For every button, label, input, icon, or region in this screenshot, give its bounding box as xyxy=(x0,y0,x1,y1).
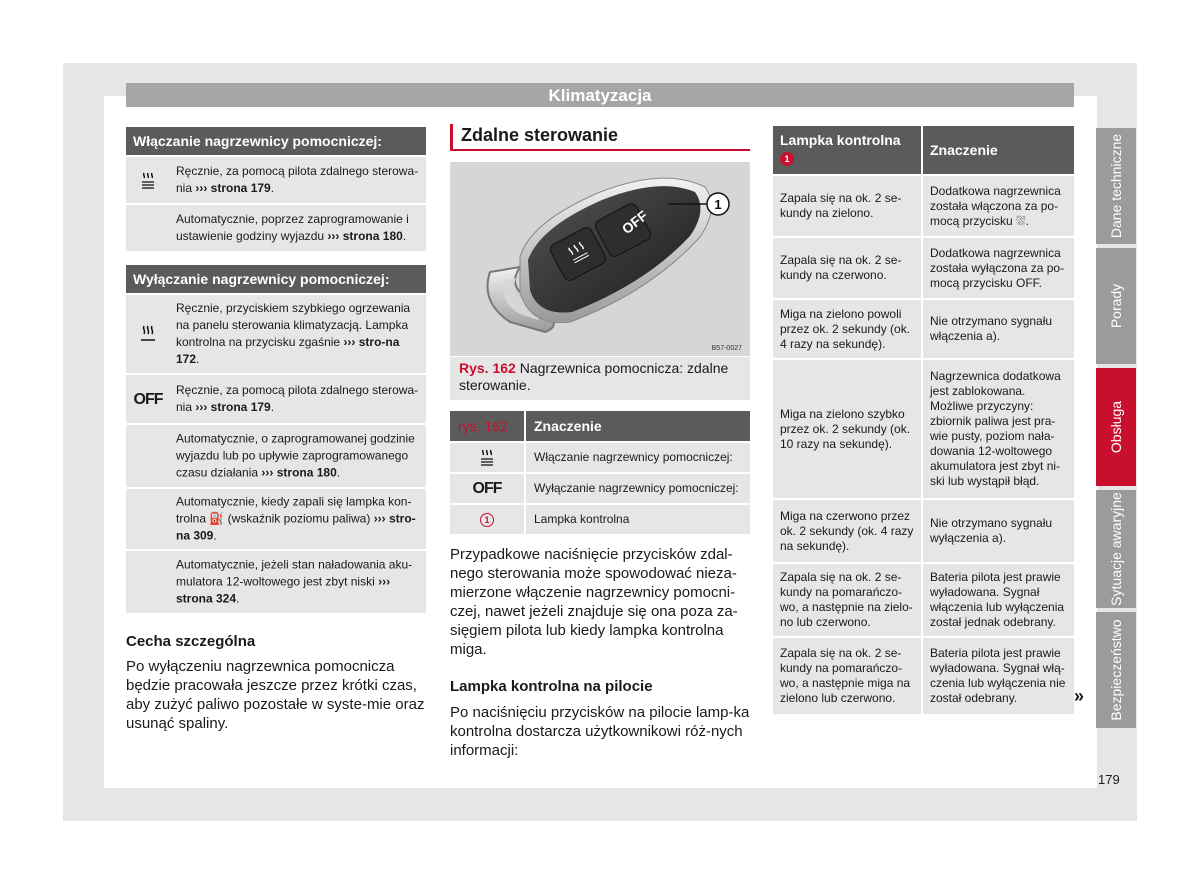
tab-obsluga[interactable]: Obsługa xyxy=(1096,368,1136,486)
on-row-auto: Automatycznie, poprzez zaprogramowanie i ustawienie godziny wyjazdu ››› strona 180. xyxy=(126,205,426,251)
title-rule xyxy=(450,149,750,151)
table-row-right: Nagrzewnica dodatkowa jest zablokowana. Możliwe przyczyny: zbiornik paliwa jest pra-wie pusty, poziom nała-dowania 12-woltowego akumulatora jest zbyt ni-ski lub wystąpił błąd. xyxy=(923,360,1074,498)
svg-text:1: 1 xyxy=(714,197,722,212)
table-row-right: Bateria pilota jest prawie wyładowana. Sygnał włączenia lub wyłączenia został jednak odebrany. xyxy=(923,564,1074,636)
off-row-remote: OFF Ręcznie, za pomocą pilota zdalnego sterowa-nia ››› strona 179. xyxy=(126,375,426,423)
table-row-left: Zapala się na ok. 2 se-kundy na pomarańczo-wo, a następnie miga na zielono lub czerwono. xyxy=(773,638,921,714)
remote-control-figure xyxy=(450,162,750,356)
accidental-press-text: Przypadkowe naciśnięcie przycisków zdal-nego sterowania może spowodować nieza-mierzone włączenie nagrzewnicy pomocni-czej, nawet jeżeli znajduje się ona poza za-sięgiem pilota lub kiedy lampka kontrolna miga. xyxy=(450,546,738,658)
svg-text:OFF: OFF xyxy=(618,207,651,238)
off-section-title: Wyłączanie nagrzewnicy pomocniczej: xyxy=(126,265,426,293)
off-row-battery: Automatycznie, jeżeli stan naładowania aku-mulatora 12-woltowego jest zbyt niski ››› strona 324. xyxy=(126,551,426,613)
heater-icon xyxy=(126,295,170,373)
remote-lamp-title: Lampka kontrolna na pilocie xyxy=(450,678,653,695)
special-feature-text: Po wyłączeniu nagrzewnica pomocnicza będzie pracowała jeszcze przez krótki czas, aby zużyć paliwo pozostałe w syste-mie oraz usunąć spaliny. xyxy=(126,658,425,732)
off-row-button: Ręcznie, przyciskiem szybkiego ogrzewania na panelu sterowania klimatyzacją. Lampka kontrolna na przycisku zgaśnie ››› stro-na 172. xyxy=(126,295,426,373)
figure-caption: Rys. 162 Nagrzewnica pomocnicza: zdalne sterowanie. xyxy=(450,357,750,400)
table-row-right: Nie otrzymano sygnału włączenia a). xyxy=(923,300,1074,358)
off-icon: OFF xyxy=(133,390,163,408)
off-row-fuel: Automatycznie, kiedy zapali się lampka kon-trolna ⛽ (wskaźnik poziomu paliwa) ››› stro-na 309. xyxy=(126,489,426,549)
table-head-ref: rys. 162 xyxy=(450,411,524,441)
table-row-right: Dodatkowa nagrzewnica została wyłączona za po-mocą przycisku OFF. xyxy=(923,238,1074,298)
continued-marker: » xyxy=(1074,686,1085,706)
seat-heat-remote-icon xyxy=(450,443,524,472)
table-row-left: Miga na zielono powoli przez ok. 2 sekundy (ok. 4 razy na sekundę). xyxy=(773,300,921,358)
table-row-left: Zapala się na ok. 2 se-kundy na pomarańczo-wo, a następnie na zielo-no lub czerwono. xyxy=(773,564,921,636)
table-head-meaning: Znaczenie xyxy=(923,126,1074,174)
tab-sytuacje-awaryjne[interactable]: Sytuacje awaryjne xyxy=(1096,490,1136,608)
section-title: Zdalne sterowanie xyxy=(450,124,750,150)
tab-dane-techniczne[interactable]: Dane techniczne xyxy=(1096,128,1136,244)
tab-bezpieczenstwo[interactable]: Bezpieczeństwo xyxy=(1096,612,1136,728)
table-row-right: Dodatkowa nagrzewnica została włączona za po-mocą przycisku ⛆. xyxy=(923,176,1074,236)
table-row-off: Wyłączanie nagrzewnicy pomocniczej: xyxy=(526,474,750,503)
on-row-remote: Ręcznie, za pomocą pilota zdalnego sterowa-nia ››› strona 179. xyxy=(126,157,426,203)
page-number: 179 xyxy=(1098,772,1120,787)
table-row-left: Zapala się na ok. 2 se-kundy na czerwono. xyxy=(773,238,921,298)
table-row-left: Miga na zielono szybko przez ok. 2 sekundy (ok. 10 razy na sekundę). xyxy=(773,360,921,498)
on-section-title: Włączanie nagrzewnicy pomocniczej: xyxy=(126,127,426,155)
table-row-right: Bateria pilota jest prawie wyładowana. Sygnał włą-czenia lub wyłączenia nie został odebrany. xyxy=(923,638,1074,714)
table-row-left: Zapala się na ok. 2 se-kundy na zielono. xyxy=(773,176,921,236)
off-icon: OFF xyxy=(450,474,524,503)
table-head-meaning: Znaczenie xyxy=(526,411,750,441)
off-row-auto-time: Automatycznie, o zaprogramowanej godzinie wyjazdu lub po upływie zaprogramowanego czasu działania ››› strona 180. xyxy=(126,425,426,487)
seat-heat-remote-icon xyxy=(126,157,170,203)
callout-1-icon: 1 xyxy=(450,505,524,534)
figure-code: B57-0027 xyxy=(711,345,742,352)
special-feature-title: Cecha szczególna xyxy=(126,633,256,650)
callout-1-icon: 1 xyxy=(780,152,794,166)
tab-porady[interactable]: Porady xyxy=(1096,248,1136,364)
remote-lamp-text: Po naciśnięciu przycisków na pilocie lamp-ka kontrolna dostarcza użytkownikowi róż-nych informacji: xyxy=(450,704,750,759)
chapter-header: Klimatyzacja xyxy=(126,83,1074,107)
table-row-lamp: Lampka kontrolna xyxy=(526,505,750,534)
table-row-right: Nie otrzymano sygnału wyłączenia a). xyxy=(923,500,1074,562)
table-head-lamp: Lampka kontrolna 1 xyxy=(773,126,921,174)
table-row-left: Miga na czerwono przez ok. 2 sekundy (ok. 4 razy na sekundę). xyxy=(773,500,921,562)
table-row-on: Włączanie nagrzewnicy pomocniczej: xyxy=(526,443,750,472)
